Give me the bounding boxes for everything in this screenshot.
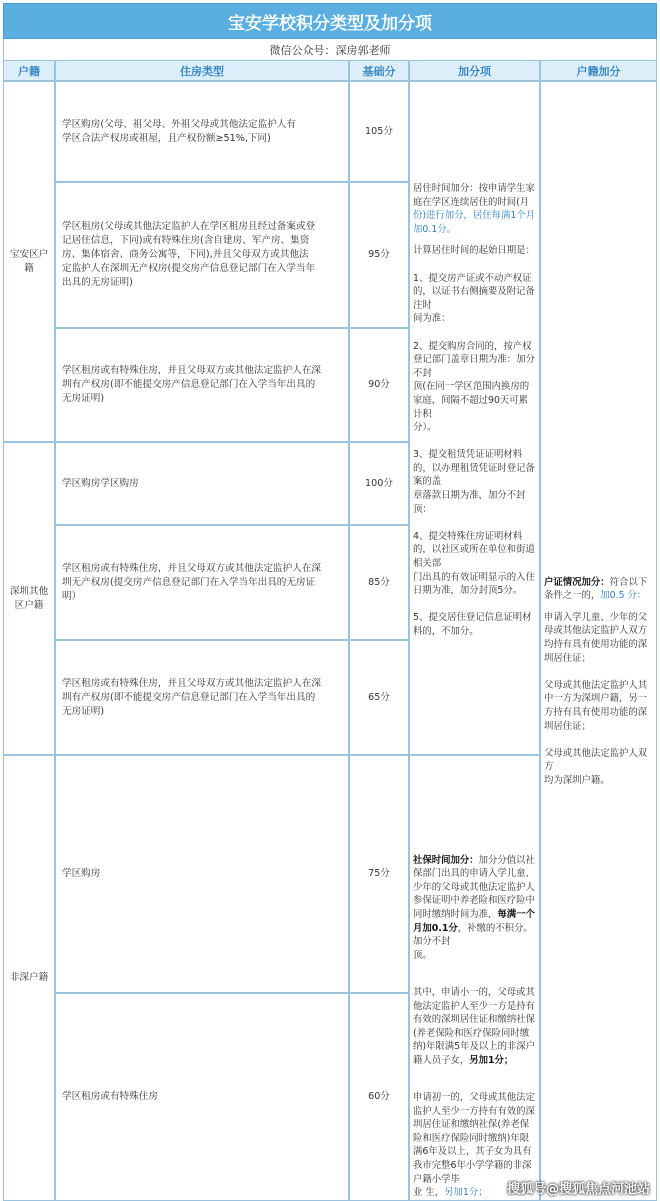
page-title: 宝安学校积分类型及加分项: [3, 3, 657, 39]
bonus-social-p1-bold: 每满一个 月加0.1分: [413, 908, 535, 934]
table-row-score: 90分: [349, 328, 409, 442]
table-row-housing: 学区租房或有特殊住房，并且父母双方或其他法定监护人在深 圳有产权房(即不能提交房产信息登记部门在入学当年出具的 无房证明): [55, 640, 349, 755]
watermark: 搜狐号@搜狐焦点河池站: [491, 1178, 650, 1197]
header-housing-type: 住房类型: [55, 60, 349, 81]
bonus-residence-intro-highlight: 份)进行加分，居住每满1个月 加0.1分。: [413, 210, 536, 235]
header-huji-bonus: 户籍加分: [540, 60, 657, 81]
table-row-housing: 学区租房(父母或其他法定监护人在学区租房且经过备案或登 记居住信息，下同)或有特殊住房(含自建房、军产房、集资 房、集体宿舍、商务公寓等，下同),并且父母双方或其他法 定监护人在深圳无产权房(提交房产信息登记部门在入学当年 出具的无房证明): [55, 182, 349, 328]
table-row-score: 60分: [349, 993, 409, 1201]
table-row-housing: 学区购房学区购房: [55, 442, 349, 525]
bonus-social-p1-end: ，补缴的不积分。 加分不封 顶。: [413, 922, 533, 961]
bonus-social-p2: 其中，申请小一的，父母或其 他法定监护人至少一方是持有 有效的深圳居住证和缴纳社保 (养老保险和医疗保险同时缴 纳)年限满5年及以上的非深户 籍人员子女，: [413, 986, 536, 1066]
group-non-shenzhen: 非深户籍: [3, 755, 55, 1201]
group-shenzhen-other: 深圳其他 区户籍: [3, 442, 55, 755]
bonus-huji-cell: [540, 81, 657, 1201]
bonus-social-p1: 加分分值以社 保部门出具的申请入学儿童、 少年的父母或其他法定监护人 参保证明中养老险和医疗险中 同时缴纳时间为准，: [413, 854, 535, 920]
bonus-huji-body: 申请入学儿童、少年的父 母或其他法定监护人双方 均持有具有使用功能的深 圳居住证； 父母或其他法定监护人其 中一方为深圳户籍，另一 方持有具有使用功能的深 圳居住证； 父母或其他法定监护人双 方 均为深圳户籍。: [544, 611, 648, 786]
bonus-social-lead: 社保时间加分：: [413, 854, 479, 866]
table-row-housing: 学区购房: [55, 755, 349, 993]
bonus-residence-cell: [409, 81, 540, 755]
bonus-residence-intro: 居住时间加分：按申请学生家 庭在学区连续居住的时间(月: [413, 183, 535, 208]
page-subtitle: 微信公众号：深房郭老师: [3, 39, 657, 60]
bonus-huji-lead: 户证情况加分：: [544, 576, 610, 588]
table-row-housing: 学区租房或有特殊住房: [55, 993, 349, 1201]
sohu-logo-icon: [493, 1183, 505, 1195]
bonus-social-p3-highlight: 另加1分；: [444, 1187, 488, 1199]
bonus-huji-intro-highlight: 加0.5 分：: [600, 590, 647, 602]
header-bonus: 加分项: [409, 60, 540, 81]
bonus-huji-intro: 符合以下 条件之一的，: [544, 576, 648, 602]
table-row-housing: 学区购房(父母、祖父母、外祖父母或其他法定监护人有 学区合法产权房或祖屋，且产权份额≥51%,下同): [55, 81, 349, 182]
group-baoan: 宝安区户 籍: [3, 81, 55, 442]
table-row-score: 75分: [349, 755, 409, 993]
table-row-score: 95分: [349, 182, 409, 328]
bonus-social-cell: [409, 755, 540, 1201]
header-base-score: 基础分: [349, 60, 409, 81]
bonus-social-p2-bold: 另加1分；: [469, 1054, 514, 1066]
table-row-score: 105分: [349, 81, 409, 182]
bonus-social-p3: 申请初一的，父母或其他法定 监护人至少一方持有有效的深 圳居住证和缴纳社保(养老保 险和医疗保险同时缴纳)年限 满6年及以上，其子女为具有 我市完整6年小学学籍的非深 户籍小学毕 业 生，: [413, 1092, 535, 1199]
table-row-score: 100分: [349, 442, 409, 525]
table-row-housing: 学区租房或有特殊住房，并且父母双方或其他法定监护人在深 圳无产权房(提交房产信息登记部门在入学当年出具的无房证 明）: [55, 525, 349, 640]
table-row-score: 85分: [349, 525, 409, 640]
bonus-residence-body: 计算居住时间的起始日期是： 1、提交房产证或不动产权证 的，以证书右侧摘要及附记备 注时 间为准： 2、提交购房合同的，按产权 登记部门盖章日期为准：加分 不封 顶(在同一学区范围内换房的 家庭，间隔不超过90天可累 计积 分）。 3、提交租赁凭证证明材料 的，以办理租赁凭证时登记备 案的盖 章落款日期为准，加分不封 顶： 4、提交特殊住房证明材料 的，以社区或所在单位和街道 相关部 门出具的有效证明显示的入住 日期为准，加分封顶5分。 5、提交居住登记信息证明材 料的，不加分。: [413, 245, 535, 637]
table-row-score: 65分: [349, 640, 409, 755]
table-row-housing: 学区租房或有特殊住房，并且父母双方或其他法定监护人在深 圳有产权房(即不能提交房产信息登记部门在入学当年出具的 无房证明): [55, 328, 349, 442]
header-huji: 户籍: [3, 60, 55, 81]
